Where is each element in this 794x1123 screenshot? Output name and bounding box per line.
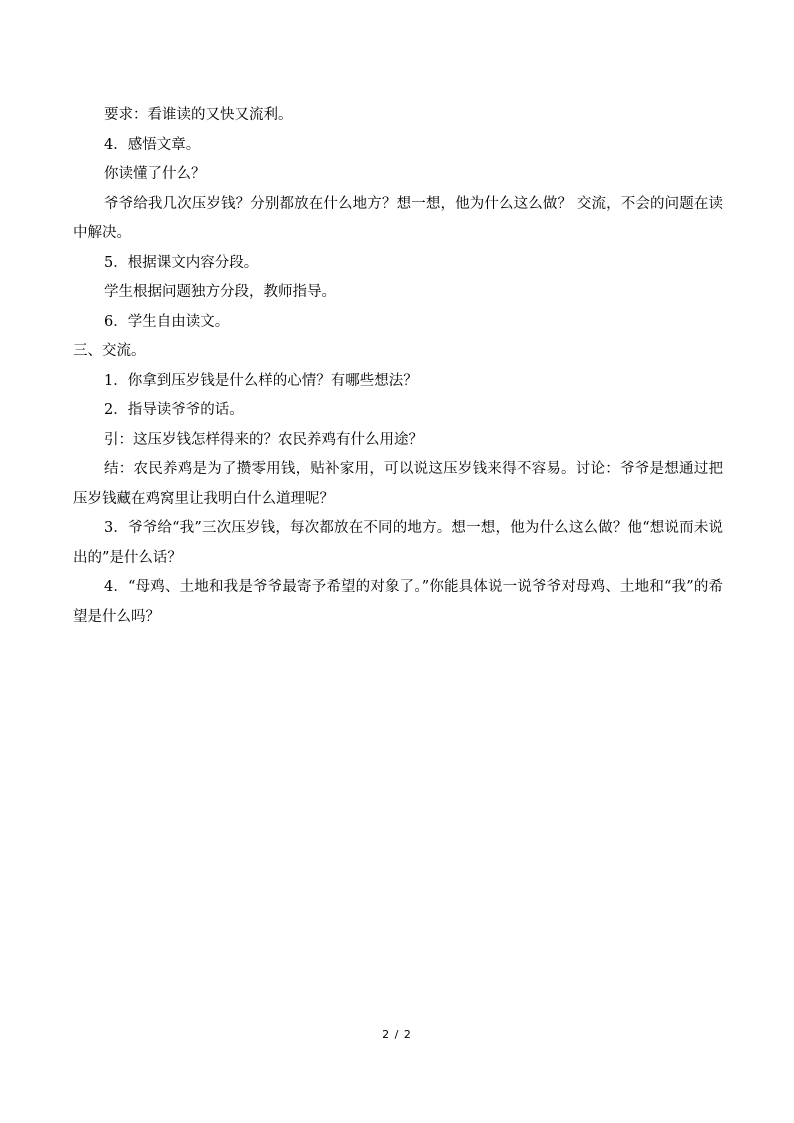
paragraph-step-5: 5．根据课文内容分段。 (104, 254, 259, 271)
paragraph-exchange-1: 1．你拿到压岁钱是什么样的心情？有哪些想法？ (104, 372, 418, 389)
paragraph-step-4: 4．感悟文章。 (104, 136, 201, 153)
paragraph-requirement: 要求：看谁读的又快又流利。 (104, 107, 293, 123)
paragraph-conclusion: 结：农民养鸡是为了攒零用钱，贴补家用，可以说这压岁钱来得不容易。讨论：爷爷是想通过把压岁钱藏在鸡窝里让我明白什么道理呢？ (73, 461, 723, 507)
paragraph-exchange-2: 2．指导读爷爷的话。 (104, 402, 244, 418)
document-body (73, 101, 723, 632)
paragraph-exchange-3: 3．爷爷给“我”三次压岁钱，每次都放在不同的地方。想一想，他为什么这么做？他“想说而未说出的”是什么话？ (73, 520, 723, 566)
paragraph-grandpa-question: 爷爷给我几次压岁钱？分别都放在什么地方？想一想，他为什么这么做？ 交流，不会的问题在读中解决。 (73, 195, 723, 241)
page-number: 2 / 2 (382, 1028, 412, 1041)
paragraph-student-segment: 学生根据问题独方分段，教师指导。 (104, 284, 336, 300)
paragraph-exchange-4: 4．“母鸡、土地和我是爷爷最寄予希望的对象了。”你能具体说一说爷爷对母鸡、土地和“我”的希望是什么吗？ (73, 579, 723, 625)
paragraph-step-6: 6．学生自由读文。 (104, 313, 230, 330)
paragraph-intro: 引：这压岁钱怎样得来的？农民养鸡有什么用途？ (104, 431, 423, 448)
section-heading-exchange: 三、交流。 (73, 343, 146, 359)
paragraph-question: 你读懂了什么？ (104, 166, 206, 182)
